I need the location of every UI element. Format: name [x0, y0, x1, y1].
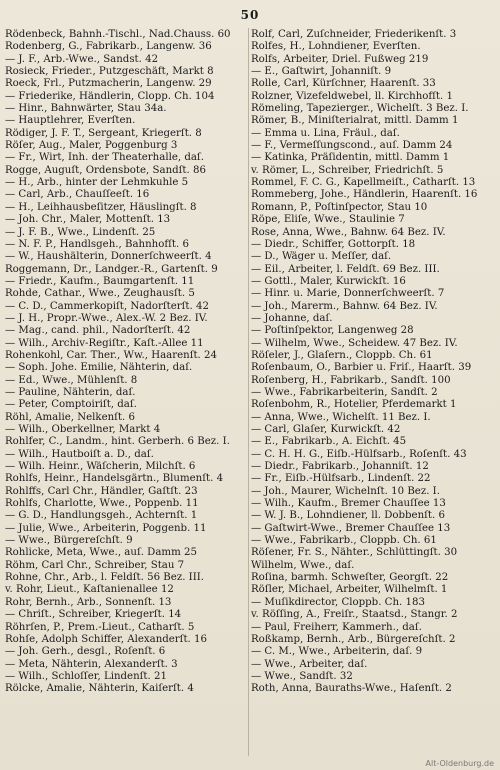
directory-entry: — Wilh., Schloſſer, Lindenſt. 21 — [5, 670, 167, 682]
directory-entry: — Friedr., Kaufm., Baumgartenſt. 11 — [5, 275, 195, 287]
directory-entry: — C. H. H. G., Eiſb.-Hülfsarb., Roſenſt. 43 — [251, 448, 467, 460]
directory-entry: — Julie, Wwe., Arbeiterin, Poggenb. 11 — [5, 522, 207, 534]
directory-entry: v. Römer, L., Schreiber, Friedrichſt. 5 — [251, 164, 444, 176]
directory-entry: Roſenbohm, R., Hotelier, Pferdemarkt 1 — [251, 399, 457, 411]
watermark: Alt-Oldenburg.de — [425, 759, 494, 768]
directory-entry: — Diedr., Schiffer, Gottorpſt. 18 — [251, 238, 416, 250]
directory-entry: — Wilh., Archiv-Regiſtr., Kaſt.-Allee 11 — [5, 337, 204, 349]
directory-entry: Rödiger, J. F. T., Sergeant, Kriegerſt. 8 — [5, 127, 202, 139]
directory-entry: — Pauline, Nähterin, daſ. — [5, 386, 136, 398]
directory-entry: — W. J. B., Lohndiener, ll. Dobbenſt. 6 — [251, 510, 445, 522]
directory-entry: Rohlffs, Carl Chr., Händler, Gaſtſt. 23 — [5, 485, 198, 497]
directory-entry: Rommel, F. C. G., Kapellmeiſt., Catharſt. 13 — [251, 177, 476, 189]
directory-entry: — Chriſt., Schreiber, Kriegerſt. 14 — [5, 609, 182, 621]
directory-entry: Rolfes, H., Lohndiener, Everſten. — [251, 41, 421, 53]
directory-entry: — C. M., Wwe., Arbeiterin, daſ. 9 — [251, 646, 423, 658]
directory-entry: Rohne, Chr., Arb., l. Feldſt. 56 Bez. III. — [5, 572, 204, 584]
directory-entry: Röhm, Carl Chr., Schreiber, Stau 7 — [5, 559, 185, 571]
directory-entry: — Emma u. Lina, Fräul., daſ. — [251, 127, 400, 139]
directory-entry: Röſeler, J., Glaſern., Cloppb. Ch. 61 — [251, 349, 433, 361]
directory-entry: Roſenbaum, O., Barbier u. Friſ., Haarſt. 39 — [251, 362, 472, 374]
directory-entry: — D., Wäger u. Meſſer, daſ. — [251, 251, 392, 263]
directory-entry: — N. F. P., Handlsgeh., Bahnhofſt. 6 — [5, 238, 189, 250]
directory-entry: Rosieck, Frieder., Putzgeschäft, Markt 8 — [5, 66, 214, 78]
directory-entry: — J. F. B., Wwe., Lindenſt. 25 — [5, 226, 156, 238]
directory-entry: — Soph. Johe. Emilie, Nähterin, daſ. — [5, 362, 193, 374]
directory-entry: — J. F., Arb.-Wwe., Sandst. 42 — [5, 53, 159, 65]
directory-entry: — Mag., cand. phil., Nadorſterſt. 42 — [5, 325, 191, 337]
directory-entry: Roeck, Frl., Putzmacherin, Langenw. 29 — [5, 78, 212, 90]
directory-entry: — Joh., Marerm., Bahnw. 64 Bez. IV. — [251, 300, 438, 312]
page-number: 50 — [240, 8, 260, 22]
directory-entry: Röſer, Aug., Maler, Poggenburg 3 — [5, 140, 178, 152]
directory-entry: Rohenkohl, Car. Ther., Ww., Haarenſt. 24 — [5, 349, 217, 361]
directory-entry: — Hauptlehrer, Everſten. — [5, 115, 136, 127]
left-column — [5, 29, 249, 696]
directory-entry: Röpe, Eliſe, Wwe., Staulinie 7 — [251, 214, 405, 226]
directory-entry: — Eil., Arbeiter, l. Feldſt. 69 Bez. III. — [251, 263, 440, 275]
directory-entry: Rohr, Bernh., Arb., Sonnenſt. 13 — [5, 596, 172, 608]
directory-entry: — C. D., Cammerkopiſt, Nadorſterſt. 42 — [5, 300, 209, 312]
column-divider — [248, 28, 249, 756]
directory-entry: Rolle, Carl, Kürſchner, Haarenſt. 33 — [251, 78, 436, 90]
directory-entry: Rohſe, Adolph Schiffer, Alexanderſt. 16 — [5, 633, 207, 645]
directory-entry: Rölcke, Amalie, Nähterin, Kaiſerſt. 4 — [5, 683, 194, 695]
directory-entry: — Joh. Gerh., desgl., Roſenſt. 6 — [5, 646, 166, 658]
directory-entry: Röhrſen, P., Prem.-Lieut., Catharſt. 5 — [5, 621, 195, 633]
directory-entry: — J. H., Propr.-Wwe., Alex.-W. 2 Bez. IV. — [5, 312, 208, 324]
directory-entry: — Ed., Wwe., Mühlenſt. 8 — [5, 374, 138, 386]
directory-entry: — Wwe., Arbeiter, daſ. — [251, 658, 368, 670]
directory-entry: — Wilh., Kaufm., Bremer Chauſſee 13 — [251, 498, 446, 510]
directory-entry: — Katinka, Präſidentin, mittl. Damm 1 — [251, 152, 450, 164]
directory-entry: Rolfs, Arbeiter, Driel. Fußweg 219 — [251, 53, 429, 65]
directory-entry: — Anna, Wwe., Wichelſt. 11 Bez. I. — [251, 411, 431, 423]
directory-entry: — Peter, Comptoiriſt, daſ. — [5, 399, 137, 411]
directory-entry: Roſenberg, H., Fabrikarb., Sandſt. 100 — [251, 374, 451, 386]
directory-entry: Römeling, Tapezierger., Wichelſt. 3 Bez. I. — [251, 103, 469, 115]
directory-entry: Roggemann, Dr., Landger.-R., Gartenſt. 9 — [5, 263, 218, 275]
directory-entry: Rogge, Auguſt, Ordensbote, Sandſt. 86 — [5, 164, 206, 176]
directory-entry: Romann, P., Poſtinſpector, Stau 10 — [251, 201, 428, 213]
directory-entry: — Gottl., Maler, Kurwickſt. 16 — [251, 275, 406, 287]
directory-entry: — Wilh. Heinr., Wäſcherin, Milchſt. 6 — [5, 461, 196, 473]
directory-entry: Römer, B., Miniſterialrat, mittl. Damm 1 — [251, 115, 459, 127]
directory-entry: — Wwe., Fabrikarb., Cloppb. Ch. 61 — [251, 535, 437, 547]
directory-entry: — Meta, Nähterin, Alexanderſt. 3 — [5, 658, 178, 670]
directory-entry: — H., Arb., hinter der Lehmkuhle 5 — [5, 177, 189, 189]
right-column — [251, 29, 495, 696]
directory-entry: — Wilh., Oberkellner, Markt 4 — [5, 424, 161, 435]
directory-entry: Rolf, Carl, Zuſchneider, Friederikenſt. 3 — [251, 29, 457, 40]
directory-entry: — Wwe., Fabrikarbeiterin, Sandſt. 2 — [251, 386, 438, 398]
directory-entry: Rose, Anna, Wwe., Bahnw. 64 Bez. IV. — [251, 226, 446, 238]
directory-entry: Rohlfs, Heinr., Handelsgärtn., Blumenſt. 4 — [5, 473, 224, 485]
directory-entry: Rödenbeck, Bahnh.-Tischl., Nad.Chauss. 60 — [5, 29, 231, 40]
directory-entry: Röſener, Fr. S., Nähter., Schlüttingſt. 30 — [251, 547, 458, 559]
directory-entry: — Diedr., Fabrikarb., Johanniſt. 12 — [251, 461, 429, 473]
directory-entry: Wilhelm, Wwe., daſ. — [251, 559, 355, 571]
directory-entry: — Wwe., Bürgereſchſt. 9 — [5, 535, 133, 547]
directory-entry: Rohlfer, C., Landm., hint. Gerberh. 6 Bez. I. — [5, 436, 230, 448]
directory-entry: Rohde, Cathar., Wwe., Zeughausſt. 5 — [5, 288, 195, 300]
directory-entry: — E., Gaſtwirt, Johanniſt. 9 — [251, 66, 392, 78]
directory-entry: Rolzner, Vizefeldwebel, ll. Kirchhofſt. 1 — [251, 90, 453, 102]
directory-entry: v. Röſſing, A., Freiſr., Staatsd., Stangr. 2 — [251, 609, 458, 621]
directory-entry: Röſler, Michael, Arbeiter, Wilhelmſt. 1 — [251, 584, 448, 596]
directory-entry: — Paul, Freiherr, Kammerh., daſ. — [251, 621, 422, 633]
directory-entry: — Poſtinſpektor, Langenweg 28 — [251, 325, 414, 337]
directory-entry: — Johanne, daſ. — [251, 312, 333, 324]
directory-entry: — Wilh., Hautboiſt a. D., daſ. — [5, 448, 154, 460]
directory-entry: Rommeberg, Johe., Händlerin, Haarenſt. 16 — [251, 189, 478, 201]
directory-entry: — Wilhelm, Wwe., Scheidew. 47 Bez. IV. — [251, 337, 458, 349]
directory-entry: — Fr., Eiſb.-Hülfsarb., Lindenſt. 22 — [251, 473, 431, 485]
directory-entry: — Carl, Arb., Chauſſeeſt. 16 — [5, 189, 150, 201]
directory-entry: — Joh., Maurer, Wichelnſt. 10 Bez. I. — [251, 485, 440, 497]
directory-entry: — Fr., Wirt, Inh. der Theaterhalle, daſ. — [5, 152, 204, 164]
directory-entry: — H., Leihhausbeſitzer, Häuslingſt. 8 — [5, 201, 197, 213]
directory-entry: — Joh. Chr., Maler, Mottenſt. 13 — [5, 214, 171, 226]
directory-entry: — W., Haushälterin, Donnerſchweerſt. 4 — [5, 251, 212, 263]
directory-entry: Rohlicke, Meta, Wwe., auſ. Damm 25 — [5, 547, 197, 559]
directory-entry: — Muſikdirector, Cloppb. Ch. 183 — [251, 596, 425, 608]
directory-entry: Roßkamp, Bernh., Arb., Bürgereſchſt. 2 — [251, 633, 456, 645]
directory-entry: — Friederike, Händlerin, Clopp. Ch. 104 — [5, 90, 215, 102]
directory-entry: — Hinr., Bahnwärter, Stau 34a. — [5, 103, 167, 115]
directory-entry: Roth, Anna, Bauraths-Wwe., Haſenſt. 2 — [251, 683, 452, 695]
directory-entry: — Hinr. u. Marie, Donnerſchweerſt. 7 — [251, 288, 445, 300]
directory-entry: Roſina, barmh. Schweſter, Georgſt. 22 — [251, 572, 449, 584]
directory-entry: Röhl, Amalie, Nelkenſt. 6 — [5, 411, 136, 423]
directory-entry: — Wwe., Sandſt. 32 — [251, 670, 353, 682]
directory-entry: Rodenberg, G., Fabrikarb., Langenw. 36 — [5, 41, 212, 53]
directory-entry: v. Rohr, Lieut., Kaſtanienallee 12 — [5, 584, 174, 596]
directory-entry: Rohlfs, Charlotte, Wwe., Poppenb. 11 — [5, 498, 199, 510]
directory-entry: — G. D., Handlungsgeh., Achternſt. 1 — [5, 510, 198, 522]
directory-entry: — E., Fabrikarb., A. Eichſt. 45 — [251, 436, 407, 448]
directory-entry: — F., Vermeſſungscond., auſ. Damm 24 — [251, 140, 453, 152]
directory-entry: — Gaſtwirt-Wwe., Bremer Chauſſee 13 — [251, 522, 451, 534]
directory-entry: — Carl, Glaſer, Kurwickſt. 42 — [251, 424, 401, 435]
